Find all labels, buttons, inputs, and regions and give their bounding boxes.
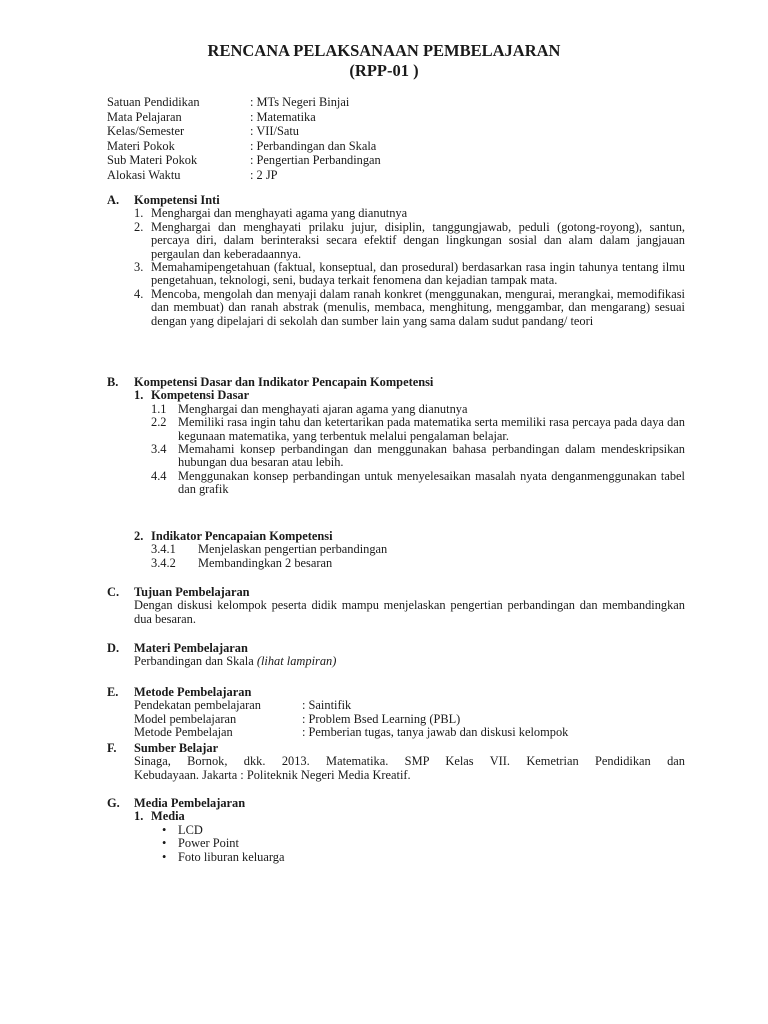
item-number: 3.4 <box>151 442 167 457</box>
item-text: Menghargai dan menghayati prilaku jujur, disiplin, tanggungjawab, peduli (gotong-royong), santun, percaya diri, dalam berinteraksi secara efektif dengan lingkungan sosial dan alam dalam jangjauan pergaulan dan keberadaannya. <box>151 219 685 261</box>
materi-text: Perbandingan dan Skala <box>134 654 257 669</box>
item-number: 3.4.2 <box>151 555 176 570</box>
item-number: 3. <box>134 260 144 275</box>
identity-row <box>107 154 381 169</box>
item-text: Power Point <box>178 836 239 851</box>
identity-label: Materi Pokok <box>107 138 175 153</box>
bullet-icon: • <box>162 849 167 864</box>
identity-label: Sub Materi Pokok <box>107 153 198 168</box>
item-text: Menghargai dan menghayati ajaran agama yang dianutnya <box>178 401 468 416</box>
section-title: Metode Pembelajaran <box>134 685 252 699</box>
item-text: Menggunakan konsep perbandingan untuk menyelesaikan masalah nyata denganmenggunakan tabel dan grafik <box>178 468 685 497</box>
section-letter: F. <box>107 741 117 755</box>
section-b-heading <box>107 376 685 389</box>
section-b-ipk <box>107 530 685 570</box>
identity-label: Kelas/Semester <box>107 124 185 139</box>
identity-value: : Pengertian Perbandingan <box>250 153 381 168</box>
sub-title: Indikator Pencapaian Kompetensi <box>151 529 333 543</box>
section-e <box>107 686 685 740</box>
item-text: Memiliki rasa ingin tahu dan ketertarikan pada matematika serta memiliki rasa percaya pada daya dan kegunaan matematika, yang terbentuk melalui pengalaman belajar. <box>178 415 685 443</box>
list-item <box>107 207 685 220</box>
sub-number: 1. <box>134 388 144 403</box>
method-label: Pendekatan pembelajaran <box>134 698 261 713</box>
item-text: Mencoba, mengolah dan menyaji dalam ranah konkret (menggunakan, mengurai, merangkai, memodifikasi dan membuat) dan ranah abstrak (menulis, membaca, menghitung, menggambar, dan mengarang) sesuai dengan yang dipelajari di sekolah dan sumber lain yang sama dalam sudut pandang/ teori <box>151 286 685 328</box>
identity-table <box>107 96 381 184</box>
item-number: 1.1 <box>151 401 167 416</box>
section-g <box>107 797 685 864</box>
list-item <box>107 443 685 470</box>
section-title: Tujuan Pembelajaran <box>134 585 250 599</box>
list-item <box>107 403 685 416</box>
list-item <box>107 824 685 837</box>
identity-label: Alokasi Waktu <box>107 167 181 182</box>
item-number: 2. <box>134 219 144 234</box>
item-number: 1. <box>134 206 144 221</box>
document-title: RENCANA PELAKSANAAN PEMBELAJARAN <box>207 41 561 60</box>
kd-heading <box>107 389 685 402</box>
identity-value: : Perbandingan dan Skala <box>250 138 377 153</box>
item-text: LCD <box>178 822 203 837</box>
list-item <box>107 557 685 570</box>
identity-row <box>107 169 381 184</box>
method-row <box>107 699 685 712</box>
ipk-heading <box>107 530 685 543</box>
item-text: Foto liburan keluarga <box>178 849 285 864</box>
section-a-heading <box>107 194 685 207</box>
section-f-heading <box>107 742 685 755</box>
identity-value: : Matematika <box>250 109 316 124</box>
reference-line-2: Kebudayaan. Jakarta : Politeknik Negeri Media Kreatif. <box>134 767 411 782</box>
section-g-heading <box>107 797 685 810</box>
item-number: 2.2 <box>151 415 167 430</box>
section-d-text <box>107 655 685 668</box>
list-item <box>107 261 685 288</box>
method-label: Model pembelajaran <box>134 711 237 726</box>
section-letter: C. <box>107 585 120 599</box>
method-value: : Pemberian tugas, tanya jawab dan diskusi kelompok <box>302 725 569 740</box>
section-a <box>107 194 685 328</box>
identity-row <box>107 111 381 126</box>
method-row <box>107 713 685 726</box>
identity-value: : 2 JP <box>250 167 278 182</box>
section-title: Media Pembelajaran <box>134 796 246 810</box>
bullet-icon: • <box>162 822 167 837</box>
list-item <box>107 851 685 864</box>
section-e-heading <box>107 686 685 699</box>
section-letter: B. <box>107 375 119 389</box>
item-number: 4. <box>134 286 144 301</box>
section-letter: A. <box>107 193 120 207</box>
method-value: : Saintifik <box>302 698 352 713</box>
section-d-heading <box>107 642 685 655</box>
reference-line-1: Sinaga, Bornok, dkk. 2013. Matematika. SMP Kelas VII. Kemetrian Pendidikan dan <box>134 754 685 769</box>
method-row <box>107 726 685 739</box>
sub-title: Kompetensi Dasar <box>151 388 250 403</box>
list-item <box>107 837 685 850</box>
sub-number: 1. <box>134 809 144 824</box>
list-item <box>107 543 685 556</box>
item-text: Memahami konsep perbandingan dan menggunakan bahasa perbandingan dalam mendeskripsikan hubungan dua besaran atau lebih. <box>178 442 685 470</box>
identity-row <box>107 140 381 155</box>
identity-value: : MTs Negeri Binjai <box>250 95 350 109</box>
bullet-icon: • <box>162 836 167 851</box>
section-title: Kompetensi Dasar dan Indikator Pencapain Kompetensi <box>134 375 434 389</box>
identity-label: Mata Pelajaran <box>107 109 182 124</box>
sub-number: 2. <box>134 529 144 543</box>
item-text: Menjelaskan pengertian perbandingan <box>198 542 388 557</box>
materi-note: (lihat lampiran) <box>256 654 337 669</box>
section-b <box>107 376 685 497</box>
section-c <box>107 586 685 626</box>
identity-label: Satuan Pendidikan <box>107 95 200 109</box>
media-heading <box>107 810 685 823</box>
document-code: (RPP-01 ) <box>349 61 419 80</box>
item-text: Memahamipengetahuan (faktual, konseptual, dan prosedural) berdasarkan rasa ingin tahunya tentang ilmu pengetahuan, teknologi, seni, budaya terkait fenomena dan kejadian tampak mata. <box>151 260 685 288</box>
item-text: Menghargai dan menghayati agama yang dianutnya <box>151 206 408 221</box>
sub-title: Media <box>151 809 185 824</box>
item-text: Membandingkan 2 besaran <box>198 555 333 570</box>
list-item <box>107 416 685 443</box>
section-letter: G. <box>107 796 120 810</box>
list-item <box>107 221 685 261</box>
section-title: Materi Pembelajaran <box>134 641 248 655</box>
identity-value: : VII/Satu <box>250 124 299 139</box>
item-number: 3.4.1 <box>151 542 176 557</box>
identity-row <box>107 125 381 140</box>
section-c-heading <box>107 586 685 599</box>
item-number: 4.4 <box>151 468 167 483</box>
list-item <box>107 470 685 497</box>
list-item <box>107 288 685 328</box>
section-title: Sumber Belajar <box>134 741 219 755</box>
method-label: Metode Pembelajan <box>134 725 233 740</box>
section-letter: E. <box>107 685 119 699</box>
method-value: : Problem Bsed Learning (PBL) <box>302 711 461 726</box>
section-title: Kompetensi Inti <box>134 193 220 207</box>
identity-row <box>107 96 381 111</box>
section-letter: D. <box>107 641 120 655</box>
section-f <box>107 742 685 782</box>
section-d <box>107 642 685 669</box>
section-c-text: Dengan diskusi kelompok peserta didik mampu menjelaskan pengertian perbandingan dan membandingkan dua besaran. <box>134 598 685 626</box>
